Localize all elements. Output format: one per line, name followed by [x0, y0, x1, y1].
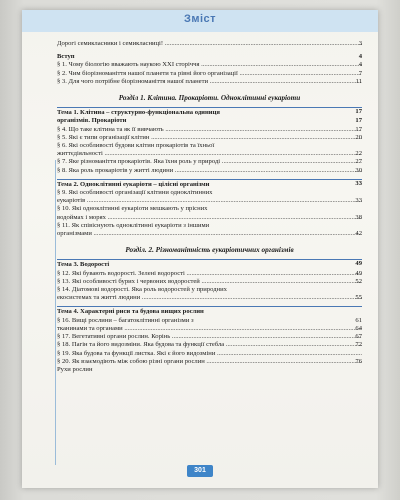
toc-entry[interactable] [57, 70, 362, 78]
toc-entry-title: § 12. Які бувають водорості. Зелені водорості ..... [57, 270, 362, 277]
toc-entry[interactable] [57, 230, 362, 238]
toc-entry-title: § 5. Які є типи організації клітин ..... [57, 134, 362, 141]
toc-entry-page: 20 [355, 133, 362, 141]
toc-entry-title: Рухи рослин [57, 365, 93, 373]
toc-entry-title: § 17. Вегетативні органи рослин. Корінь ..... [57, 333, 362, 340]
toc-entry-title: § 1. Чому біологію вважають наукою XXI сторіччя ..... [57, 61, 362, 68]
toc-entry-title: § 2. Чим біорізноманіття нашої планети та рівні його організації ..... [57, 70, 362, 77]
toc-entry-page: 3 [358, 40, 362, 47]
toc-entry[interactable] [57, 167, 362, 175]
toc-entry-page: 55 [355, 294, 362, 302]
toc-entry-page: 33 [355, 179, 362, 187]
toc-entry-title: Тема 3. Водорості [57, 261, 110, 269]
toc-entry[interactable] [57, 286, 362, 294]
toc-entry-page: 7 [358, 69, 362, 77]
toc-entry-title: тканинами та органами ..... [57, 325, 362, 332]
toc-entry[interactable] [57, 350, 362, 358]
toc-entry[interactable] [57, 158, 362, 166]
toc-entry[interactable] [57, 179, 362, 189]
toc-entry-title: екосистемах та житті людини ..... [57, 294, 362, 301]
toc-entry-page: 17 [355, 108, 362, 116]
toc-entry[interactable] [57, 142, 362, 150]
toc-entry[interactable] [57, 259, 362, 269]
table-of-contents [57, 40, 362, 374]
toc-entry[interactable] [57, 134, 362, 142]
toc-entry-title: § 18. Пагін та його видозміни. Яка будова та функції стебла ..... [57, 341, 362, 348]
toc-entry-title: водоймах і морях ..... [57, 214, 362, 221]
toc-entry-title: Тема 2. Одноклітинні еукаріоти – цілісні організми [57, 180, 210, 188]
toc-entry-page: 27 [355, 158, 362, 166]
toc-entry-title: Вступ [57, 53, 75, 61]
toc-entry[interactable] [57, 40, 362, 48]
page-number-badge: 301 [187, 465, 213, 477]
toc-entry-title: § 4. Що таке клітина та як її вивчають ..... [57, 126, 362, 133]
toc-entry[interactable] [57, 205, 362, 213]
toc-entry[interactable] [57, 117, 362, 125]
toc-entry-title: Тема 4. Характерні риси та будова вищих рослин [57, 308, 204, 316]
toc-entry-page: 33 [355, 197, 362, 205]
toc-entry-page: 17 [355, 117, 362, 125]
toc-entry-title: § 10. Які одноклітинні еукаріоти мешкають у прісних [57, 205, 208, 213]
toc-entry-title: § 14. Діатомові водорості. Яка роль водоростей у природних [57, 286, 227, 294]
toc-entry-page: 76 [355, 357, 362, 365]
toc-entry-title: організмами ..... [57, 230, 362, 237]
toc-entry-title: життєдіяльності ..... [57, 150, 362, 157]
toc-entry-page: 22 [355, 150, 362, 158]
toc-entry-page: 49 [355, 269, 362, 277]
section-heading: Розділ. 2. Різноманітність еукаріотичних організмів [125, 246, 294, 255]
page-title: Зміст [183, 13, 217, 25]
toc-entry-title: Тема 1. Клітина – структурно-функціональна одиниця [57, 109, 220, 117]
toc-entry-title: § 9. Які особливості організації клітини одноклітинних [57, 189, 213, 197]
toc-entry-title: § 16. Вищі рослини – багатоклітинні організми з [57, 316, 194, 324]
toc-entry-page: 52 [355, 277, 362, 285]
toc-entry-page: 61 [355, 316, 362, 324]
toc-entry[interactable] [57, 150, 362, 158]
toc-entry[interactable] [57, 317, 362, 325]
toc-entry-page: 38 [355, 213, 362, 221]
toc-entry[interactable] [57, 126, 362, 134]
toc-entry-page: 4 [358, 61, 362, 69]
toc-entry-title: § 6. Які особливості будови клітин прокаріотів та їхньої [57, 142, 215, 150]
toc-entry[interactable] [57, 107, 362, 117]
toc-entry[interactable] [57, 306, 362, 316]
toc-entry-title: § 11. Як співіснують одноклітинні еукаріоти з іншими [57, 221, 210, 229]
margin-line [55, 160, 56, 465]
toc-entry-title: § 20. Як взаємодіють між собою різні органи рослин ..... [57, 358, 362, 365]
toc-entry[interactable] [57, 53, 362, 61]
toc-entry[interactable] [57, 333, 362, 341]
toc-entry[interactable] [57, 294, 362, 302]
toc-entry-title: еукаріотів ..... [57, 197, 362, 204]
toc-entry[interactable] [57, 197, 362, 205]
section-heading: Розділ 1. Клітина. Прокаріоти. Одноклітинні еукаріоти [118, 94, 301, 103]
toc-entry-page: 30 [355, 166, 362, 174]
toc-entry-page: 17 [355, 125, 362, 133]
toc-entry[interactable] [57, 189, 362, 197]
toc-entry-title: § 7. Яке різноманіття прокаріотів. Яка їхня роль у природі ..... [57, 158, 362, 165]
toc-entry-page: 64 [355, 324, 362, 332]
toc-entry-title: § 19. Яка будова та функції листка. Які є його видозміни ..... [57, 350, 362, 357]
toc-entry[interactable] [57, 325, 362, 333]
toc-entry-page: 42 [355, 230, 362, 238]
toc-entry[interactable] [57, 214, 362, 222]
toc-entry-page: 4 [358, 53, 362, 61]
toc-entry-title: § 13. Які особливості бурих і червоних водоростей ..... [57, 278, 362, 285]
toc-entry[interactable] [57, 61, 362, 69]
toc-entry-title: § 3. Для чого потрібне біорізноманіття нашої планети ..... [57, 78, 362, 85]
toc-entry-title: § 8. Яка роль прокаріотів у житті людини ..... [57, 167, 362, 174]
toc-entry[interactable] [57, 366, 362, 374]
toc-entry[interactable] [57, 358, 362, 366]
toc-entry-page: 49 [355, 260, 362, 268]
toc-entry-page: 11 [355, 77, 362, 85]
toc-entry[interactable] [57, 341, 362, 349]
toc-entry[interactable] [57, 78, 362, 86]
toc-entry-title: Дорогі семикласники і семикласниці! ..... [57, 40, 362, 47]
toc-entry[interactable] [57, 222, 362, 230]
toc-entry[interactable] [57, 270, 362, 278]
toc-entry[interactable] [57, 278, 362, 286]
book-page [22, 10, 378, 488]
toc-entry-page: 72 [355, 341, 362, 349]
toc-entry-page: 67 [355, 333, 362, 341]
toc-entry-title: організмів. Прокаріоти [57, 117, 127, 125]
